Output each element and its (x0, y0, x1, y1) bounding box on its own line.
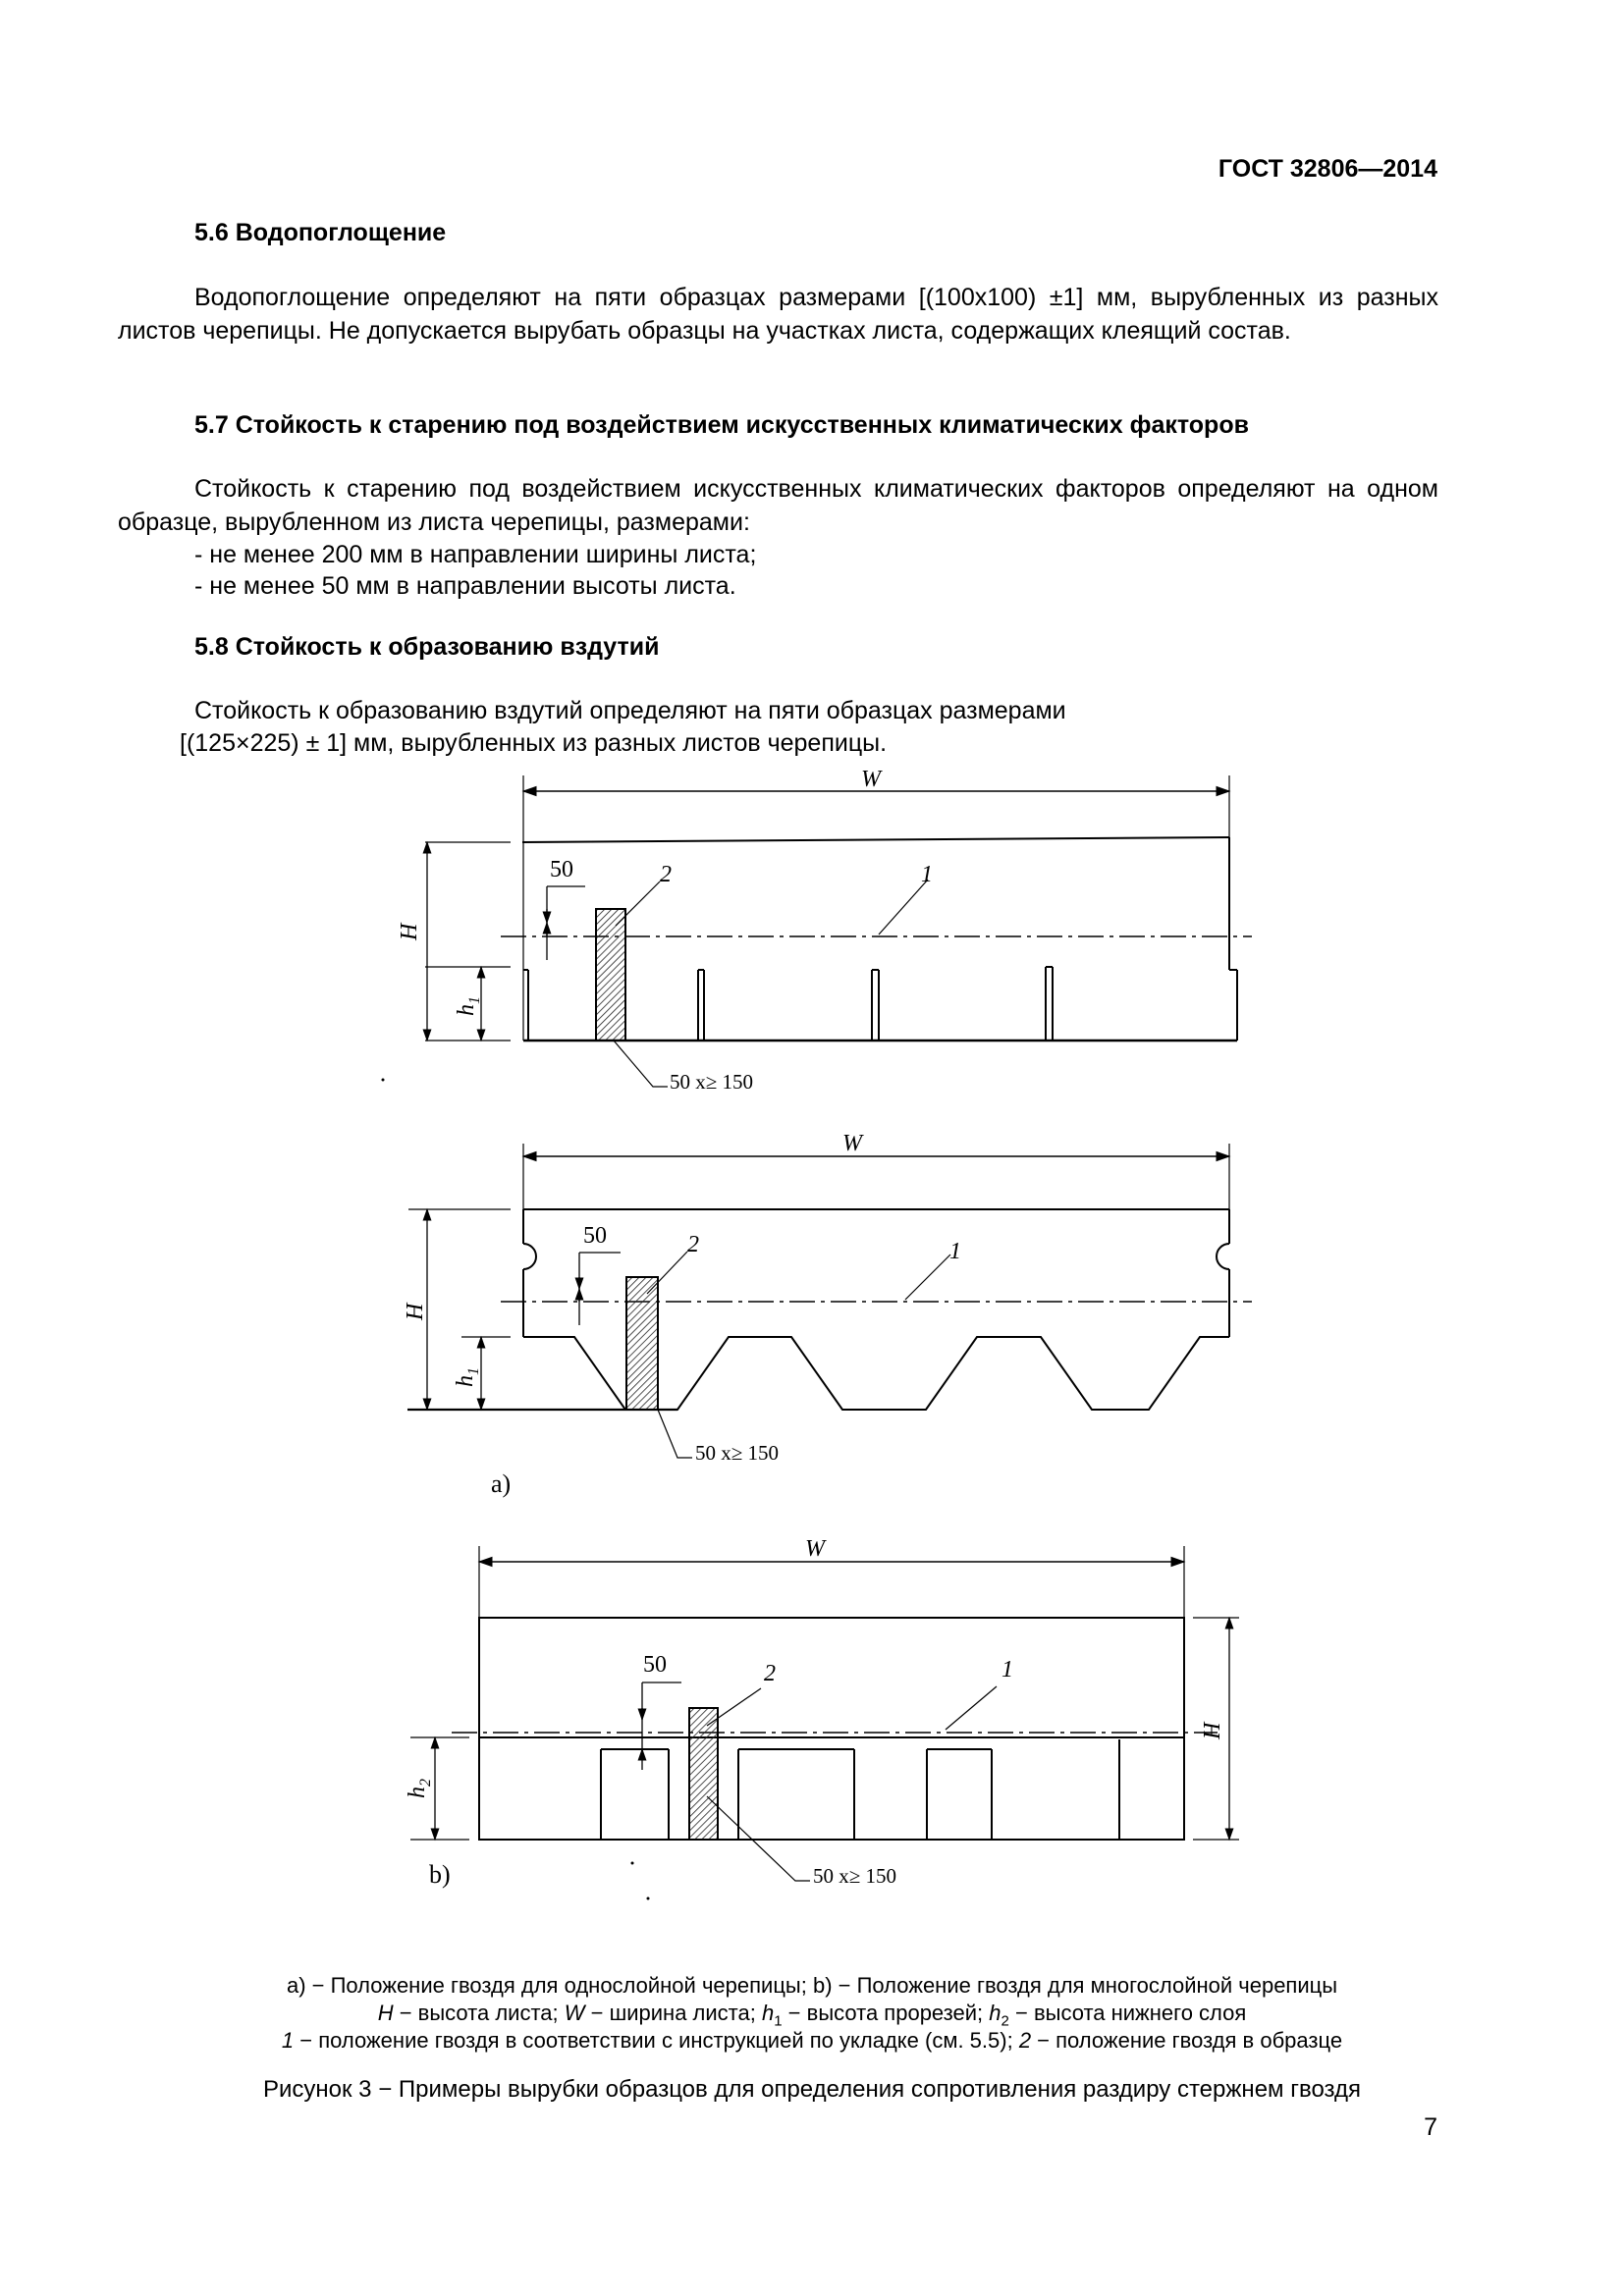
fig1-sample-size: 50 x≥ 150 (670, 1070, 754, 1094)
fig1-W-label: W (861, 767, 881, 792)
fig1-dim-50: 50 (550, 857, 573, 882)
fig2-H-label: H (403, 1303, 428, 1320)
figure-caption-line-3 (0, 2026, 1624, 2056)
figure-caption-line-1: a) − Положение гвоздя для однослойной черепицы; b) − Положение гвоздя для многослойной черепицы (286, 1973, 1338, 1998)
caption-mark-1: 1 (281, 2028, 295, 2053)
section-5-7-body: Стойкость к старению под воздействием искусственных климатических факторов определяют на одном образце, вырубленном из листа черепицы, размерами: (118, 475, 1438, 536)
fig3-h2-label (405, 1779, 434, 1798)
section-5-8-heading: 5.8 Стойкость к образованию вздутий (194, 633, 660, 661)
fig1-H-label: H (397, 923, 422, 940)
caption-h1: h (761, 2001, 775, 2025)
fig2-h1-letter: h (453, 1375, 478, 1387)
section-5-7-item: - не менее 50 мм в направлении высоты листа. (194, 572, 736, 600)
fig2-sample-size: 50 x≥ 150 (695, 1441, 780, 1465)
section-5-8-line: [(125×225) ± 1] мм, вырубленных из разных листов черепицы. (180, 729, 888, 757)
fig-label-b: b) (429, 1860, 451, 1889)
fig2-dim-50: 50 (583, 1223, 607, 1249)
figure-2-single-layer-trapezoid (407, 1144, 1252, 1458)
fig2-mark-1: 1 (949, 1239, 961, 1264)
fig3-dim-50: 50 (643, 1652, 667, 1678)
figure-3-multi-layer (410, 1546, 1239, 1881)
figure-1-single-layer-rectangular (425, 775, 1252, 1087)
fig2-h1-sub: 1 (465, 1367, 482, 1375)
fig3-h2-letter: h (405, 1787, 430, 1798)
fig2-h1-label (453, 1367, 482, 1387)
fig1-h1-sub: 1 (466, 996, 483, 1004)
fig3-W-label: W (805, 1536, 825, 1562)
caption-W: W (564, 2001, 585, 2025)
scan-dots (382, 1079, 650, 1900)
fig2-W-label: W (842, 1131, 862, 1156)
caption-H-desc: − высота листа; (393, 2001, 565, 2025)
fig1-h1-label (454, 996, 483, 1016)
fig1-mark-2: 2 (660, 862, 672, 887)
section-5-6-body: Водопоглощение определяют на пяти образцах размерами [(100x100) ±1] мм, вырубленных из разных листов черепицы. Не допускается вырубать образцы на участках листа, содержащих клеящий состав. (118, 284, 1438, 345)
caption-h2: h (989, 2001, 1001, 2025)
caption-mark-2: 2 (1018, 2028, 1032, 2053)
fig1-h1-letter: h (454, 1004, 479, 1016)
figure-title: Рисунок 3 − Примеры вырубки образцов для определения сопротивления раздиру стержнем гвоздя (263, 2076, 1361, 2103)
section-5-7-heading: 5.7 Стойкость к старению под воздействием искусственных климатических факторов (194, 411, 1249, 439)
fig3-mark-2: 2 (764, 1661, 776, 1686)
section-5-7-item: - не менее 200 мм в направлении ширины листа; (194, 541, 757, 568)
caption-H: H (377, 2001, 394, 2025)
caption-h1-desc: − высота прорезей; (782, 2001, 990, 2025)
fig3-sample-size: 50 x≥ 150 (813, 1864, 897, 1888)
section-5-6-heading: 5.6 Водопоглощение (194, 219, 447, 246)
fig2-mark-2: 2 (687, 1232, 699, 1257)
fig3-h2-sub: 2 (417, 1779, 434, 1787)
fig1-mark-1: 1 (921, 862, 933, 887)
caption-mark-1-desc: − положение гвоздя в соответствии с инструкцией по укладке (см. 5.5); (294, 2028, 1019, 2053)
page-number: 7 (1424, 2113, 1437, 2141)
caption-h1-sub: 1 (774, 2012, 783, 2030)
caption-mark-2-desc: − положение гвоздя в образце (1031, 2028, 1343, 2053)
caption-h2-sub: 2 (1001, 2012, 1009, 2030)
fig3-H-label: H (1200, 1722, 1225, 1739)
fig3-mark-1: 1 (1001, 1657, 1013, 1682)
section-5-8-line: Стойкость к образованию вздутий определяют на пяти образцах размерами (194, 697, 1066, 724)
fig-label-a: a) (491, 1469, 512, 1498)
caption-h2-desc: − высота нижнего слоя (1008, 2001, 1247, 2025)
caption-W-desc: − ширина листа; (584, 2001, 762, 2025)
document-header: ГОСТ 32806—2014 (1218, 155, 1437, 183)
